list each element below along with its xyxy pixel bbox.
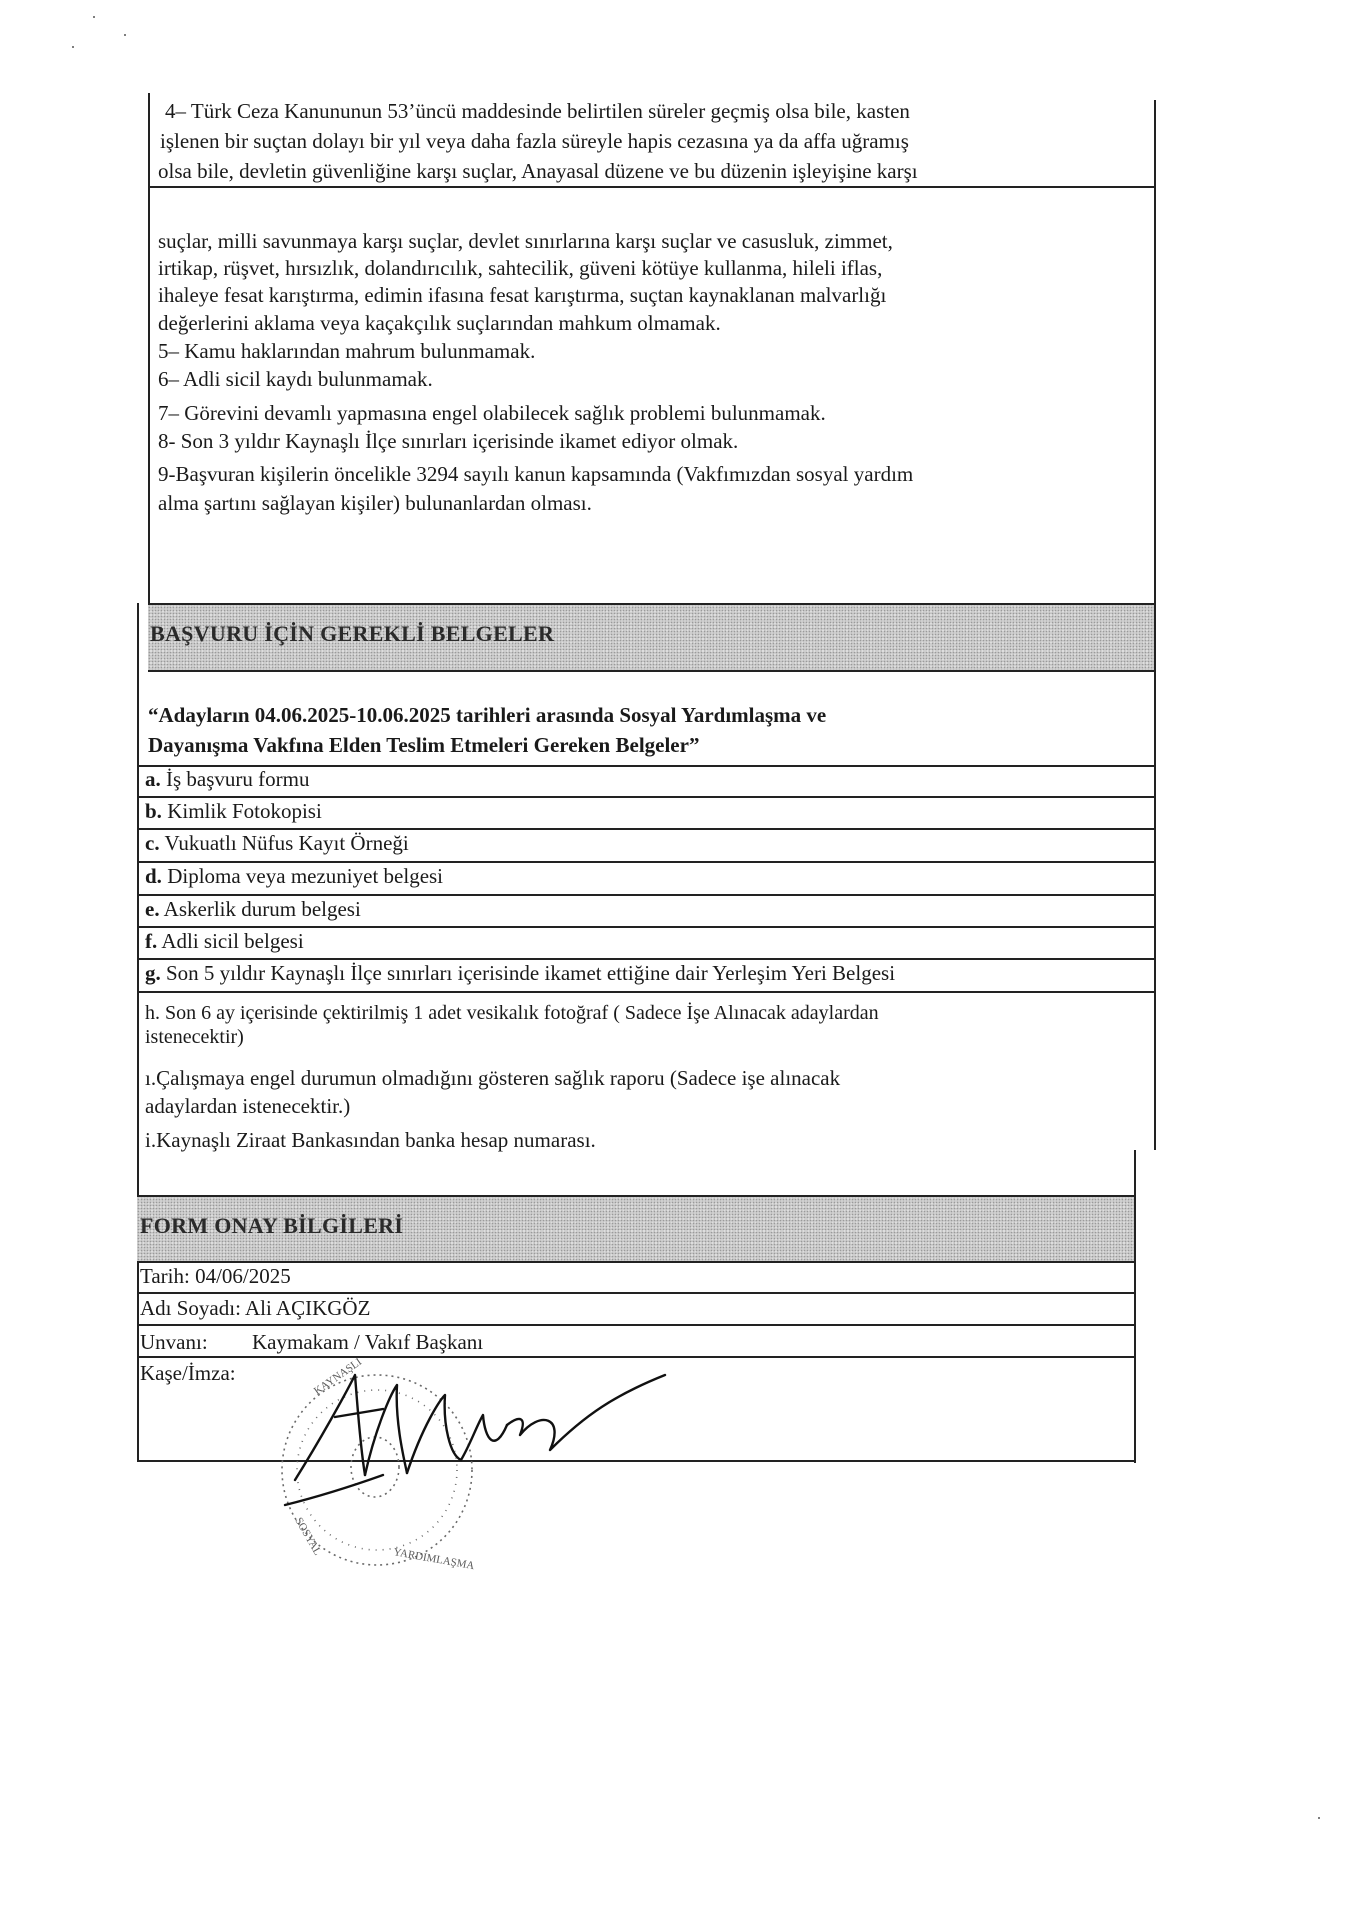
item7: 7– Görevini devamlı yapmasına engel olabilecek sağlık problemi bulunmamak.	[158, 401, 826, 425]
document-item-g	[145, 961, 895, 985]
scan-speck	[72, 46, 74, 48]
document-item-text: Diploma veya mezuniyet belgesi	[161, 864, 444, 888]
item4-line-2: işlenen bir suçtan dolayı bir yıl veya daha fazla süreyle hapis cezasına ya da affa uğramış	[160, 129, 909, 153]
approval-title-label: Unvanı:	[140, 1330, 208, 1354]
svg-text:YARDIMLAŞMA: YARDIMLAŞMA	[392, 1546, 476, 1573]
frame-right-bottom	[1134, 1150, 1136, 1463]
row-line	[137, 1292, 1134, 1294]
approval-section-title: FORM ONAY BİLGİLERİ	[140, 1213, 404, 1238]
item4-line-7: değerlerini aklama veya kaçakçılık suçlarından mahkum olmamak.	[158, 311, 721, 335]
svg-text:SOSYAL: SOSYAL	[292, 1515, 324, 1558]
row-line	[137, 958, 1154, 960]
approval-date: Tarih: 04/06/2025	[140, 1264, 291, 1288]
stamp-and-signature	[265, 1355, 705, 1595]
documents-band-top-border	[148, 603, 1154, 605]
documents-section-title: BAŞVURU İÇİN GEREKLİ BELGELER	[150, 621, 555, 646]
item6: 6– Adli sicil kaydı bulunmamak.	[158, 367, 433, 391]
document-item-letter: f.	[145, 929, 158, 953]
document-item-i1-line-2: adaylardan istenecektir.)	[145, 1094, 351, 1118]
document-item-letter: a.	[145, 767, 161, 791]
frame-left-bottom	[137, 603, 139, 1461]
item4-line-4: suçlar, milli savunmaya karşı suçlar, devlet sınırlarına karşı suçlar ve casusluk, zimmet,	[158, 229, 893, 253]
document-item-d	[145, 864, 443, 888]
documents-intro-line-1: “Adayların 04.06.2025-10.06.2025 tarihleri arasında Sosyal Yardımlaşma ve	[148, 703, 827, 727]
item4-line-5: irtikap, rüşvet, hırsızlık, dolandırıcılık, sahtecilik, güveni kötüye kullanma, hileli iflas,	[158, 256, 883, 280]
row-line	[137, 991, 1154, 993]
row-line	[137, 926, 1154, 928]
row-line	[137, 796, 1154, 798]
documents-intro-line-2: Dayanışma Vakfına Elden Teslim Etmeleri Gereken Belgeler”	[148, 733, 700, 757]
document-item-b	[145, 799, 322, 823]
document-item-text: Askerlik durum belgesi	[159, 897, 361, 921]
document-item-text: Son 5 yıldır Kaynaşlı İlçe sınırları içerisinde ikamet ettiğine dair Yerleşim Yeri Belgesi	[160, 961, 896, 985]
scan-speck	[1318, 1817, 1320, 1819]
document-item-letter: b.	[145, 799, 162, 823]
scan-speck	[93, 16, 95, 18]
item8: 8- Son 3 yıldır Kaynaşlı İlçe sınırları içerisinde ikamet ediyor olmak.	[158, 429, 739, 453]
documents-band-bottom-border	[148, 670, 1154, 672]
row-line	[137, 894, 1154, 896]
approval-band-top-border	[137, 1195, 1134, 1197]
document-item-c	[145, 831, 409, 855]
item4-line-1: 4– Türk Ceza Kanununun 53’üncü maddesinde belirtilen süreler geçmiş olsa bile, kasten	[165, 99, 910, 123]
row-line	[137, 828, 1154, 830]
item4-underline	[148, 186, 1154, 188]
approval-band-bottom-border	[137, 1261, 1134, 1263]
item4-line-3: olsa bile, devletin güvenliğine karşı suçlar, Anayasal düzene ve bu düzenin işleyişine karşı	[158, 159, 918, 183]
document-item-f	[145, 929, 304, 953]
approval-signature-label: Kaşe/İmza:	[140, 1361, 236, 1385]
item9-line-1: 9-Başvuran kişilerin öncelikle 3294 sayılı kanun kapsamında (Vakfımızdan sosyal yardım	[158, 462, 914, 486]
document-item-i1-line-1: ı.Çalışmaya engel durumun olmadığını gösteren sağlık raporu (Sadece işe alınacak	[145, 1066, 841, 1090]
approval-title-value: Kaymakam / Vakıf Başkanı	[252, 1330, 484, 1354]
document-item-letter: e.	[145, 897, 160, 921]
row-line	[137, 861, 1154, 863]
document-item-h-line-1: h. Son 6 ay içerisinde çektirilmiş 1 adet vesikalık fotoğraf ( Sadece İşe Alınacak adaylardan	[145, 1002, 879, 1024]
item4-line-6: ihaleye fesat karıştırma, edimin ifasına fesat karıştırma, suçtan kaynaklanan malvarlığı	[158, 283, 887, 307]
document-item-text: Adli sicil belgesi	[157, 929, 304, 953]
seal-lettering	[292, 1356, 475, 1572]
frame-left-top	[148, 93, 150, 603]
document-item-letter: g.	[145, 961, 161, 985]
row-line	[137, 1324, 1134, 1326]
document-item-text: Kimlik Fotokopisi	[161, 799, 322, 823]
frame-right	[1154, 100, 1156, 1150]
document-item-i2: i.Kaynaşlı Ziraat Bankasından banka hesap numarası.	[145, 1128, 596, 1152]
item9-line-2: alma şartını sağlayan kişiler) bulunanlardan olması.	[158, 491, 592, 515]
document-item-text: İş başvuru formu	[160, 767, 310, 791]
document-item-e	[145, 897, 361, 921]
document-item-letter: c.	[145, 831, 160, 855]
document-item-text: Vukuatlı Nüfus Kayıt Örneği	[159, 831, 409, 855]
document-item-a	[145, 767, 309, 791]
signature-ink	[285, 1375, 665, 1505]
document-item-h-line-2: istenecektir)	[145, 1026, 244, 1048]
svg-text:KAYNAŞLI: KAYNAŞLI	[311, 1355, 364, 1398]
document-item-letter: d.	[145, 864, 162, 888]
approval-name: Adı Soyadı: Ali AÇIKGÖZ	[140, 1296, 371, 1320]
scan-speck	[124, 34, 126, 36]
item5: 5– Kamu haklarından mahrum bulunmamak.	[158, 339, 536, 363]
